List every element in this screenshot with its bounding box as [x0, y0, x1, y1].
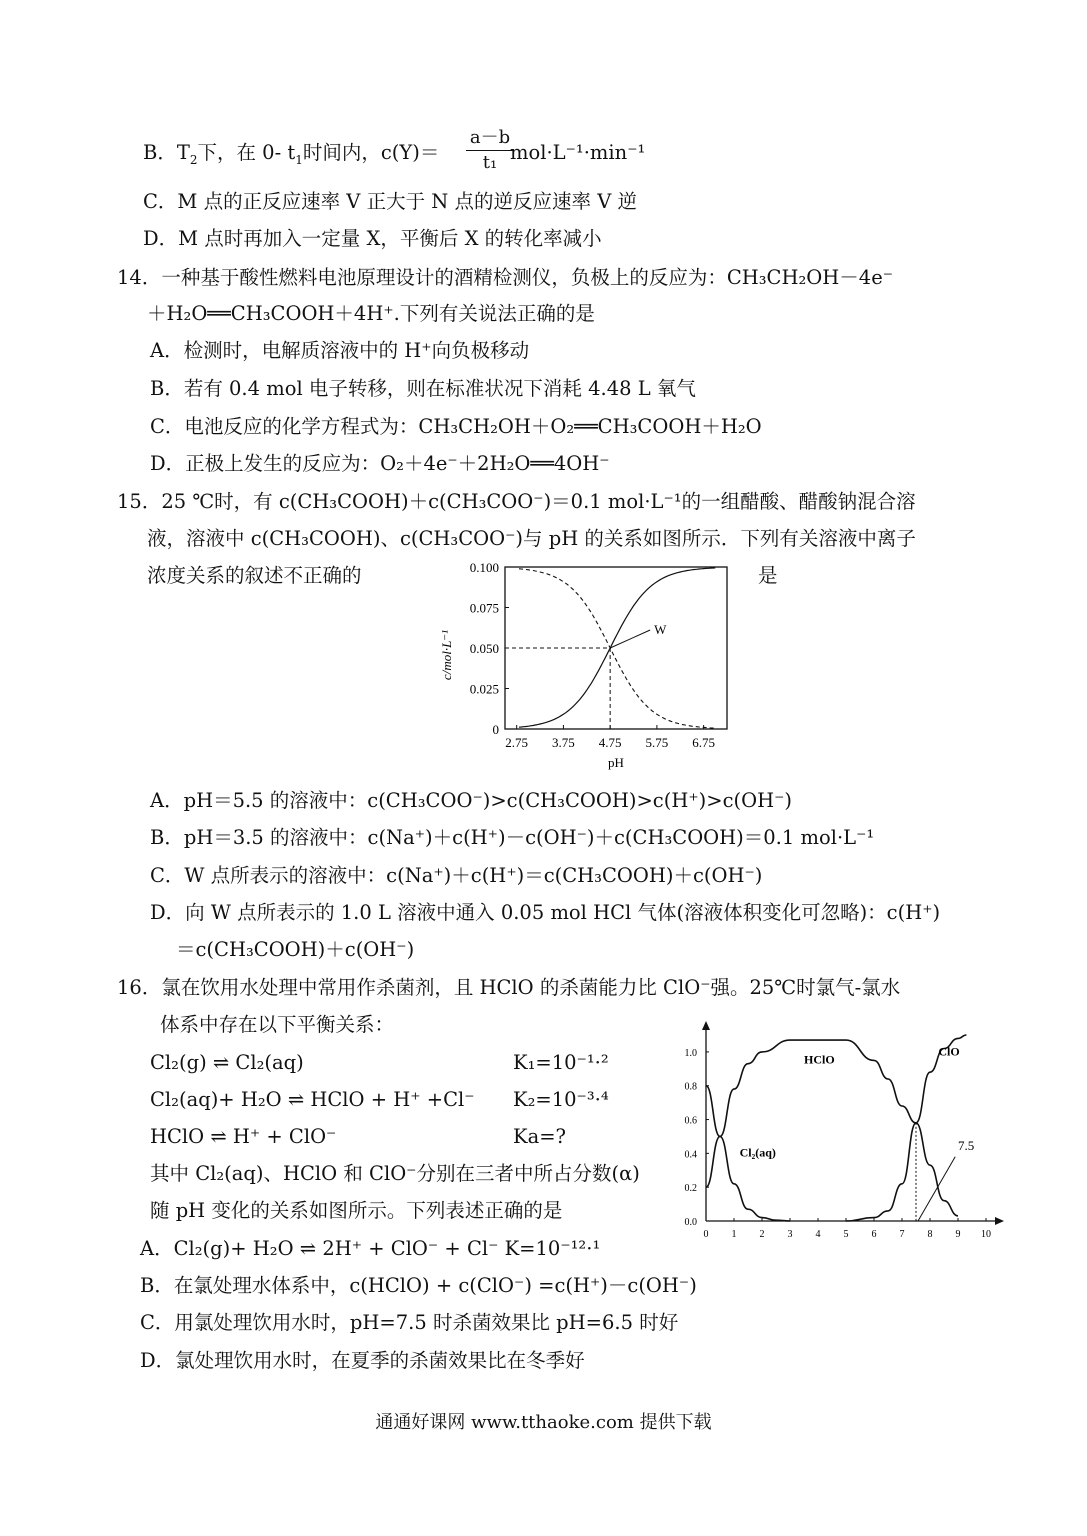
q14-option-a: A．检测时，电解质溶液中的 H⁺向负极移动	[150, 339, 530, 362]
fraction-denominator: t₁	[482, 152, 498, 173]
q14-stem-2: ＋H₂O══CH₃COOH＋4H⁺.下列有关说法正确的是	[147, 302, 595, 325]
q15-option-d-2: ＝c(CH₃COOH)＋c(OH⁻)	[176, 938, 415, 961]
chart1-frame	[505, 567, 727, 729]
q16-option-a: A．Cl₂(g)+ H₂O ⇌ 2H⁺ + ClO⁻ + Cl⁻ K=10⁻¹²·¹	[140, 1237, 601, 1260]
footer-credit: 通通好课网 www.tthaoke.com 提供下载	[375, 1412, 712, 1433]
q15-stem-2: 液，溶液中 c(CH₃COOH)、c(CH₃COO⁻)与 pH 的关系如图所示．下列有关溶液中离子	[147, 527, 916, 550]
chart1-x-tick-label: 3.75	[552, 735, 575, 750]
chart2-x-tick-label: 3	[787, 1229, 793, 1240]
chart2-y-tick-label: 0.6	[684, 1115, 697, 1127]
chart1-ylabel: c/mol·L⁻¹	[439, 629, 454, 681]
q16-stem-2: 体系中存在以下平衡关系：	[160, 1013, 395, 1036]
q15-option-d-1: D．向 W 点所表示的 1.0 L 溶液中通入 0.05 mol HCl 气体(溶液体积变化可忽略)：c(H⁺)	[150, 901, 941, 924]
chart2-y-tick-label: 0.4	[684, 1149, 697, 1161]
chart1-y-tick-label: 0.075	[469, 600, 499, 616]
chart2-series-label-clo: ClO	[938, 1044, 960, 1059]
chart2-annotation-pointer	[918, 1157, 955, 1221]
chart1-x-tick-label: 2.75	[505, 735, 529, 750]
chart2-x-tick-label: 10	[981, 1229, 991, 1240]
q14-option-b: B．若有 0.4 mol 电子转移，则在标准状况下消耗 4.48 L 氧气	[150, 377, 696, 400]
q16-eq1: Cl₂(g) ⇌ Cl₂(aq)	[150, 1051, 304, 1074]
chart2-annotation-label: 7.5	[958, 1137, 975, 1153]
chart2-y-arrow-icon	[702, 1021, 710, 1030]
chart2-x-tick-label: 6	[871, 1229, 877, 1240]
chart2-x-tick-label: 4	[815, 1229, 821, 1240]
chart2-series-label-cl2aq: Cl₂(aq)	[739, 1145, 776, 1160]
q16-option-b: B．在氯处理水体系中，c(HClO) + c(ClO⁻) =c(H⁺)－c(OH⁻)	[140, 1274, 697, 1297]
q16-stem-3: 其中 Cl₂(aq)、HClO 和 ClO⁻分别在三者中所占分数(α)	[150, 1162, 640, 1185]
chart1-y-tick-label: 0.100	[469, 560, 499, 575]
chart2-y-tick-label: 1.0	[684, 1047, 697, 1059]
chart2-x-tick-label: 0	[703, 1229, 709, 1240]
q13-b-mid: 下，在 0- t	[197, 141, 296, 164]
chart1-w-pointer	[610, 630, 650, 648]
q16-eq2: Cl₂(aq)+ H₂O ⇌ HClO + H⁺ +Cl⁻	[150, 1088, 475, 1111]
chart1-x-tick-label: 5.75	[645, 735, 669, 750]
chart1-x-tick-label: 6.75	[692, 735, 716, 750]
chart2-x-tick-label: 7	[899, 1229, 905, 1240]
q15-option-a: A．pH＝5.5 的溶液中：c(CH₃COO⁻)>c(CH₃COOH)>c(H⁺)>c(OH⁻)	[150, 789, 792, 812]
chart2-x-tick-label: 8	[927, 1229, 933, 1240]
chart2-x-tick-label: 9	[955, 1229, 961, 1240]
chart2-series-clo	[846, 1035, 966, 1221]
chart2-x-tick-label: 1	[731, 1229, 737, 1240]
q14-option-c: C．电池反应的化学方程式为：CH₃CH₂OH＋O₂══CH₃COOH＋H₂O	[150, 415, 762, 438]
chart2-y-tick-label: 0.8	[684, 1081, 697, 1093]
q15-stem-3a: 浓度关系的叙述不正确的	[147, 564, 362, 587]
chlorine-fraction-chart	[670, 1015, 1010, 1245]
acetate-ph-chart	[425, 555, 755, 775]
chart1-xlabel: pH	[608, 755, 624, 770]
q13-option-b	[143, 141, 439, 165]
q13-option-c: C．M 点的正反应速率 V 正大于 N 点的逆反应速率 V 逆	[143, 190, 638, 213]
chart2-x-arrow-icon	[995, 1217, 1004, 1225]
chart1-y-tick-label: 0.025	[469, 681, 499, 697]
fraction-bar	[466, 150, 514, 151]
chart2-y-tick-label: 0.0	[684, 1217, 697, 1228]
q15-stem-1: 15．25 ℃时，有 c(CH₃COOH)＋c(CH₃COO⁻)＝0.1 mol·L⁻¹的一组醋酸、醋酸钠混合溶	[117, 490, 916, 513]
chart2-series-label-hclo: HClO	[804, 1052, 835, 1067]
q13-b-mid2: 时间内，c(Y)＝	[302, 141, 440, 164]
q16-ka: Ka=?	[513, 1125, 566, 1148]
chart1-y-tick-label: 0	[492, 722, 499, 737]
chart2-x-tick-label: 2	[759, 1229, 765, 1240]
q13-option-d: D．M 点时再加入一定量 X，平衡后 X 的转化率减小	[143, 227, 602, 250]
chart1-x-tick-label: 4.75	[598, 735, 622, 750]
q16-option-c: C．用氯处理饮用水时，pH=7.5 时杀菌效果比 pH=6.5 时好	[140, 1311, 679, 1334]
chart2-y-tick-label: 0.2	[684, 1183, 697, 1195]
q16-eq3: HClO ⇌ H⁺ + ClO⁻	[150, 1125, 337, 1148]
q15-stem-3b: 是	[758, 564, 778, 587]
chart2-x-tick-label: 5	[843, 1229, 849, 1240]
chart1-y-tick-label: 0.050	[469, 641, 499, 656]
fraction-numerator: a－b	[469, 127, 511, 148]
q13-b-prefix: B．T	[143, 141, 190, 164]
q13-b-sub: 2	[189, 152, 198, 167]
q14-stem-1: 14．一种基于酸性燃料电池原理设计的酒精检测仪，负极上的反应为：CH₃CH₂OH－4e⁻	[117, 266, 894, 289]
q16-stem-1: 16．氯在饮用水处理中常用作杀菌剂，且 HClO 的杀菌能力比 ClO⁻强。25℃时氯气-氯水	[117, 976, 901, 999]
chart1-w-label: W	[654, 622, 667, 637]
q13-b-unit: mol·L⁻¹·min⁻¹	[510, 141, 646, 164]
q14-option-d: D．正极上发生的反应为：O₂＋4e⁻＋2H₂O══4OH⁻	[150, 452, 610, 475]
q16-k2: K₂=10⁻³·⁴	[513, 1088, 609, 1111]
q13-b-sub2: 1	[295, 152, 303, 167]
q16-stem-4: 随 pH 变化的关系如图所示。下列表述正确的是	[150, 1199, 563, 1222]
q16-k1: K₁=10⁻¹·²	[513, 1051, 609, 1074]
q16-option-d: D．氯处理饮用水时，在夏季的杀菌效果比在冬季好	[140, 1349, 585, 1372]
q15-option-c: C．W 点所表示的溶液中：c(Na⁺)＋c(H⁺)＝c(CH₃COOH)＋c(OH⁻)	[150, 864, 763, 887]
q15-option-b: B．pH＝3.5 的溶液中：c(Na⁺)＋c(H⁺)－c(OH⁻)＋c(CH₃COOH)＝0.1 mol·L⁻¹	[150, 826, 875, 849]
